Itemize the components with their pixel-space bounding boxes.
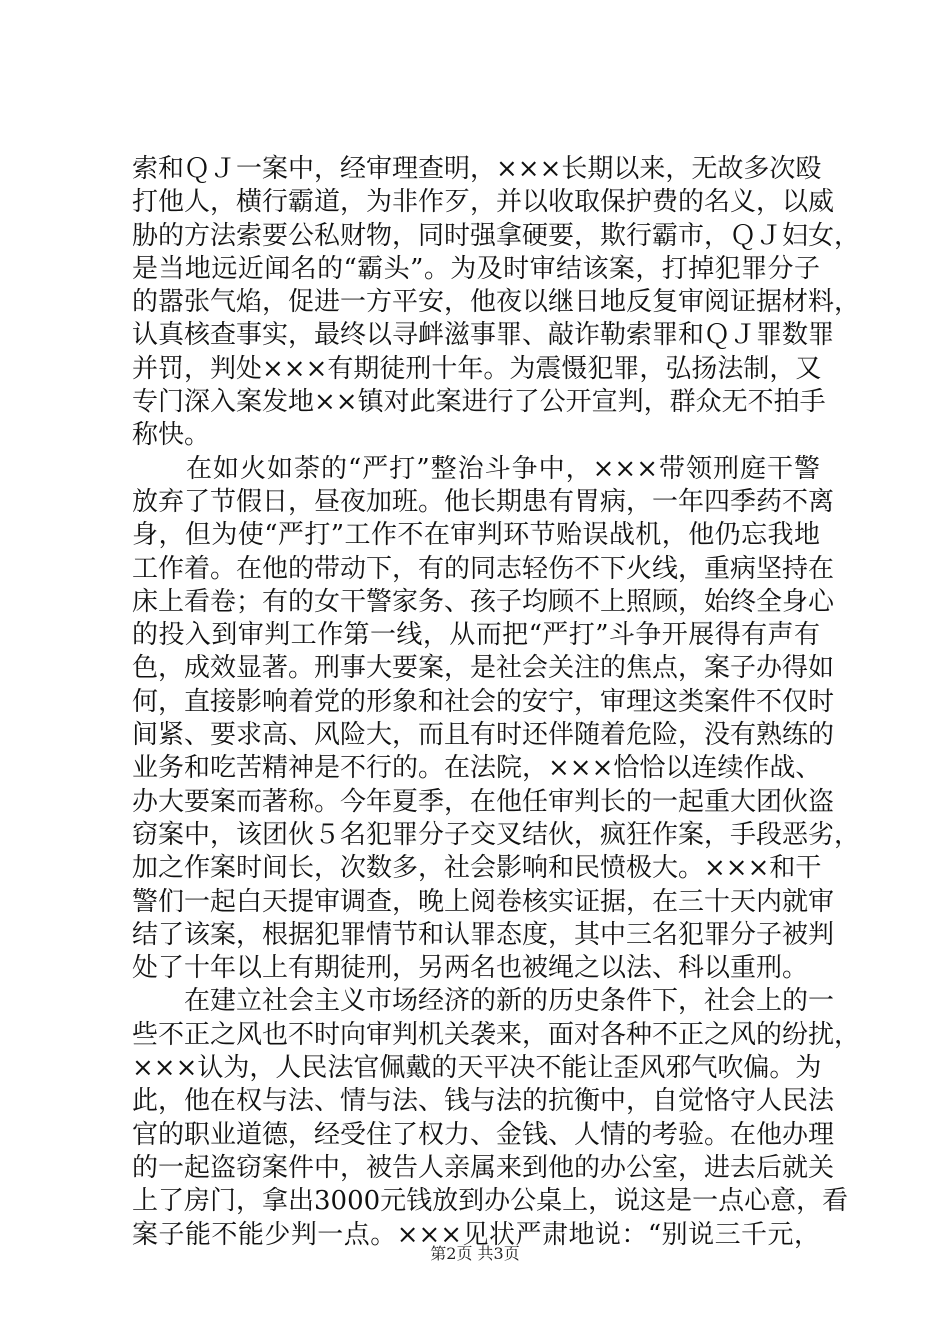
text-line: 窃案中，该团伙５名犯罪分子交叉结伙，疯狂作案，手段恶劣， bbox=[132, 819, 861, 850]
text-line: 是当地远近闻名的“霸头”。为及时审结该案，打掉犯罪分子 bbox=[132, 253, 820, 284]
text-line: 并罚，判处×××有期徒刑十年。为震慑犯罪，弘扬法制，又 bbox=[132, 353, 822, 384]
text-line: 上了房门，拿出3000元钱放到办公桌上，说这是一点心意，看 bbox=[132, 1186, 849, 1217]
text-line: 专门深入案发地××镇对此案进行了公开宣判，群众无不拍手 bbox=[132, 387, 826, 418]
text-line: 的投入到审判工作第一线，从而把“严打”斗争开展得有声有 bbox=[132, 620, 820, 651]
text-line: 加之作案时间长，次数多，社会影响和民愤极大。×××和干 bbox=[132, 853, 822, 884]
text-line: 结了该案，根据犯罪情节和认罪态度，其中三名犯罪分子被判 bbox=[132, 919, 835, 950]
text-line: 此，他在权与法、情与法、钱与法的抗衡中，自觉恪守人民法 bbox=[132, 1086, 835, 1117]
text-line: 的一起盗窃案件中，被告人亲属来到他的办公室，进去后就关 bbox=[132, 1152, 835, 1183]
text-line: 在如火如荼的“严打”整治斗争中，×××带领刑庭干警 bbox=[132, 453, 820, 484]
text-line: 警们一起白天提审调查，晚上阅卷核实证据，在三十天内就审 bbox=[132, 886, 835, 917]
text-line: 业务和吃苦精神是不行的。在法院，×××恰恰以连续作战、 bbox=[132, 753, 822, 784]
text-line: 胁的方法索要公私财物，同时强拿硬要，欺行霸市，ＱＪ妇女， bbox=[132, 220, 861, 251]
text-line: 的嚣张气焰，促进一方平安，他夜以继日地反复审阅证据材料， bbox=[132, 287, 861, 318]
text-line: 索和ＱＪ一案中，经审理查明，×××长期以来，无故多次殴 bbox=[132, 154, 822, 184]
text-line: 些不正之风也不时向审判机关袭来，面对各种不正之风的纷扰， bbox=[132, 1019, 861, 1050]
text-line: 间紧、要求高、风险大，而且有时还伴随着危险，没有熟练的 bbox=[132, 720, 835, 751]
body-text bbox=[132, 153, 861, 1252]
text-line: 官的职业道德，经受住了权力、金钱、人情的考验。在他办理 bbox=[132, 1119, 835, 1150]
text-line: ×××认为，人民法官佩戴的天平决不能让歪风邪气吹偏。为 bbox=[132, 1053, 822, 1084]
text-line: 办大要案而著称。今年夏季，在他任审判长的一起重大团伙盗 bbox=[132, 786, 835, 817]
text-line: 案子能不能少判一点。×××见状严肃地说：“别说三千元， bbox=[132, 1219, 820, 1250]
text-line: 认真核查事实，最终以寻衅滋事罪、敲诈勒索罪和ＱＪ罪数罪 bbox=[132, 320, 835, 351]
text-line: 身，但为使“严打”工作不在审判环节贻误战机，他仍忘我地 bbox=[132, 520, 820, 551]
text-line: 床上看卷；有的女干警家务、孩子均顾不上照顾，始终全身心 bbox=[132, 586, 835, 617]
text-line: 称快。 bbox=[132, 420, 211, 451]
text-line: 放弃了节假日，昼夜加班。他长期患有胃病，一年四季药不离 bbox=[132, 486, 835, 517]
text-line: 何，直接影响着党的形象和社会的安宁，审理这类案件不仅时 bbox=[132, 686, 835, 717]
page-footer: 第2页 共3页 bbox=[430, 1244, 520, 1263]
text-line: 打他人，横行霸道，为非作歹，并以收取保护费的名义，以威 bbox=[132, 187, 835, 218]
text-line: 在建立社会主义市场经济的新的历史条件下，社会上的一 bbox=[132, 986, 835, 1017]
text-line: 工作着。在他的带动下，有的同志轻伤不下火线，重病坚持在 bbox=[132, 553, 835, 584]
text-line: 处了十年以上有期徒刑，另两名也被绳之以法、科以重刑。 bbox=[132, 953, 809, 984]
text-line: 色，成效显著。刑事大要案，是社会关注的焦点，案子办得如 bbox=[132, 653, 835, 684]
